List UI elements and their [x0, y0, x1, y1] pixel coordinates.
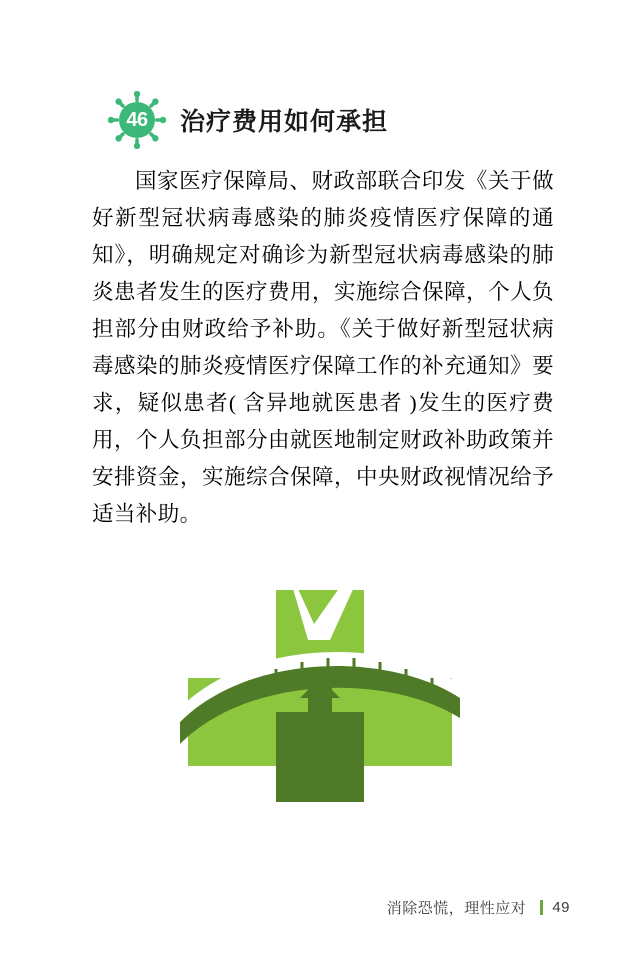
footer-separator — [540, 900, 543, 915]
section-number: 46 — [126, 108, 148, 131]
body-paragraph: 国家医疗保障局、财政部联合印发《关于做好新型冠状病毒感染的肺炎疫情医疗保障的通知》，明确规定对确诊为新型冠状病毒感染的肺炎患者发生的医疗费用，实施综合保障，个人负担部分由财政给予补助。《关于做好新型冠状病毒感染的肺炎疫情医疗保障工作的补充通知》要求，疑似患者( 含异地就医患者 )发生的医疗费用，个人负担部分由就医地制定财政补助政策并安排资金，实施综合保障，中央财政视情况给予适当补助。 — [92, 169, 554, 526]
page-footer — [387, 897, 570, 918]
page-title: 治疗费用如何承担 — [180, 108, 389, 136]
page-number: 49 — [552, 899, 570, 916]
illustration — [180, 512, 460, 802]
section-heading — [108, 92, 388, 148]
footer-slogan: 消除恐慌，理性应对 — [386, 900, 527, 917]
virus-icon — [108, 91, 166, 149]
